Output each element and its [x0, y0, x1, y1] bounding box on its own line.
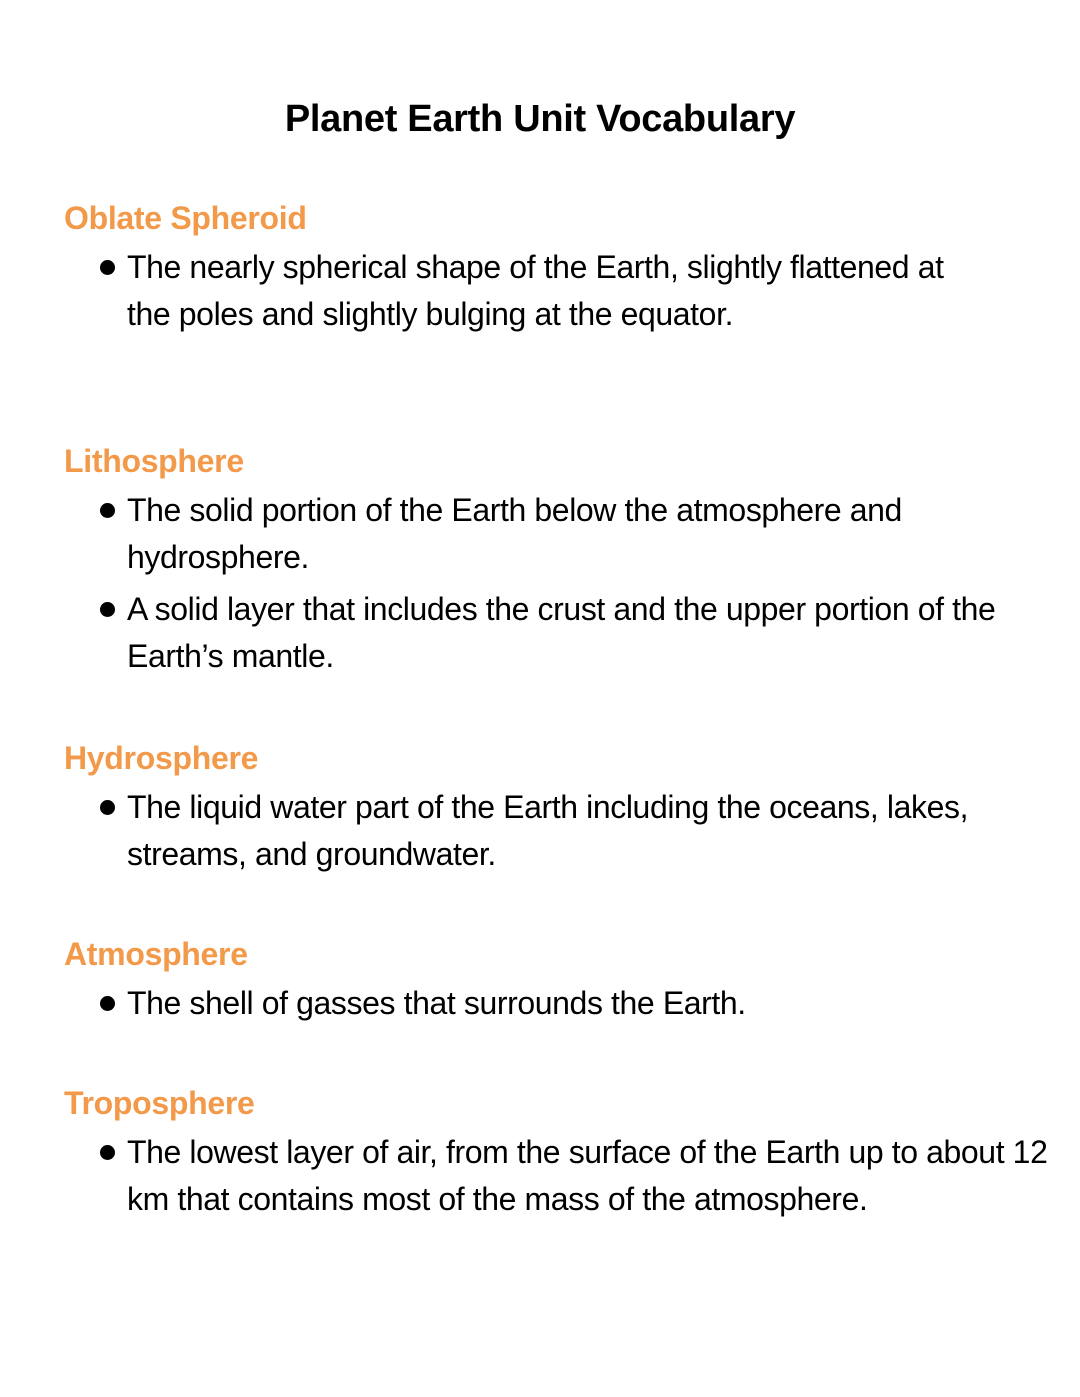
bullet-icon [100, 260, 115, 275]
definition-text: The shell of gasses that surrounds the Earth. [127, 985, 746, 1021]
definition-item [64, 244, 957, 338]
term-heading: Oblate Spheroid [64, 200, 307, 236]
definition-item [64, 586, 997, 680]
term-atmosphere [64, 934, 1024, 1027]
definition-text: The nearly spherical shape of the Earth, slightly flattened at the poles and slightly bulging at the equator. [127, 249, 944, 332]
definition-list [64, 244, 1024, 338]
definition-item [64, 980, 1077, 1027]
term-lithosphere [64, 441, 1024, 680]
bullet-icon [100, 800, 115, 815]
definition-text: The liquid water part of the Earth including the oceans, lakes, streams, and groundwater. [127, 789, 969, 872]
definition-item [64, 487, 1027, 581]
term-oblate-spheroid [64, 198, 1024, 338]
term-heading: Hydrosphere [64, 740, 259, 776]
term-troposphere [64, 1083, 1048, 1223]
definition-list [64, 980, 1024, 1027]
term-heading: Lithosphere [64, 443, 244, 479]
definition-list [64, 784, 1024, 878]
bullet-icon [100, 1145, 115, 1160]
term-hydrosphere [64, 738, 1024, 878]
definition-list [64, 487, 1024, 680]
page-title: Planet Earth Unit Vocabulary [284, 98, 796, 141]
definition-list [64, 1129, 1048, 1223]
definition-text: The solid portion of the Earth below the atmosphere and hydrosphere. [127, 492, 902, 575]
bullet-icon [100, 503, 115, 518]
definition-item [64, 784, 1077, 878]
term-heading: Atmosphere [64, 936, 248, 972]
bullet-icon [100, 602, 115, 617]
bullet-icon [100, 996, 115, 1011]
term-heading: Troposphere [64, 1085, 255, 1121]
definition-text: A solid layer that includes the crust and the upper portion of the Earth’s mantle. [127, 591, 996, 674]
definition-item [64, 1129, 1080, 1223]
definition-text: The lowest layer of air, from the surface of the Earth up to about 12 km that contains most of the mass of the atmosphere. [127, 1134, 1048, 1217]
